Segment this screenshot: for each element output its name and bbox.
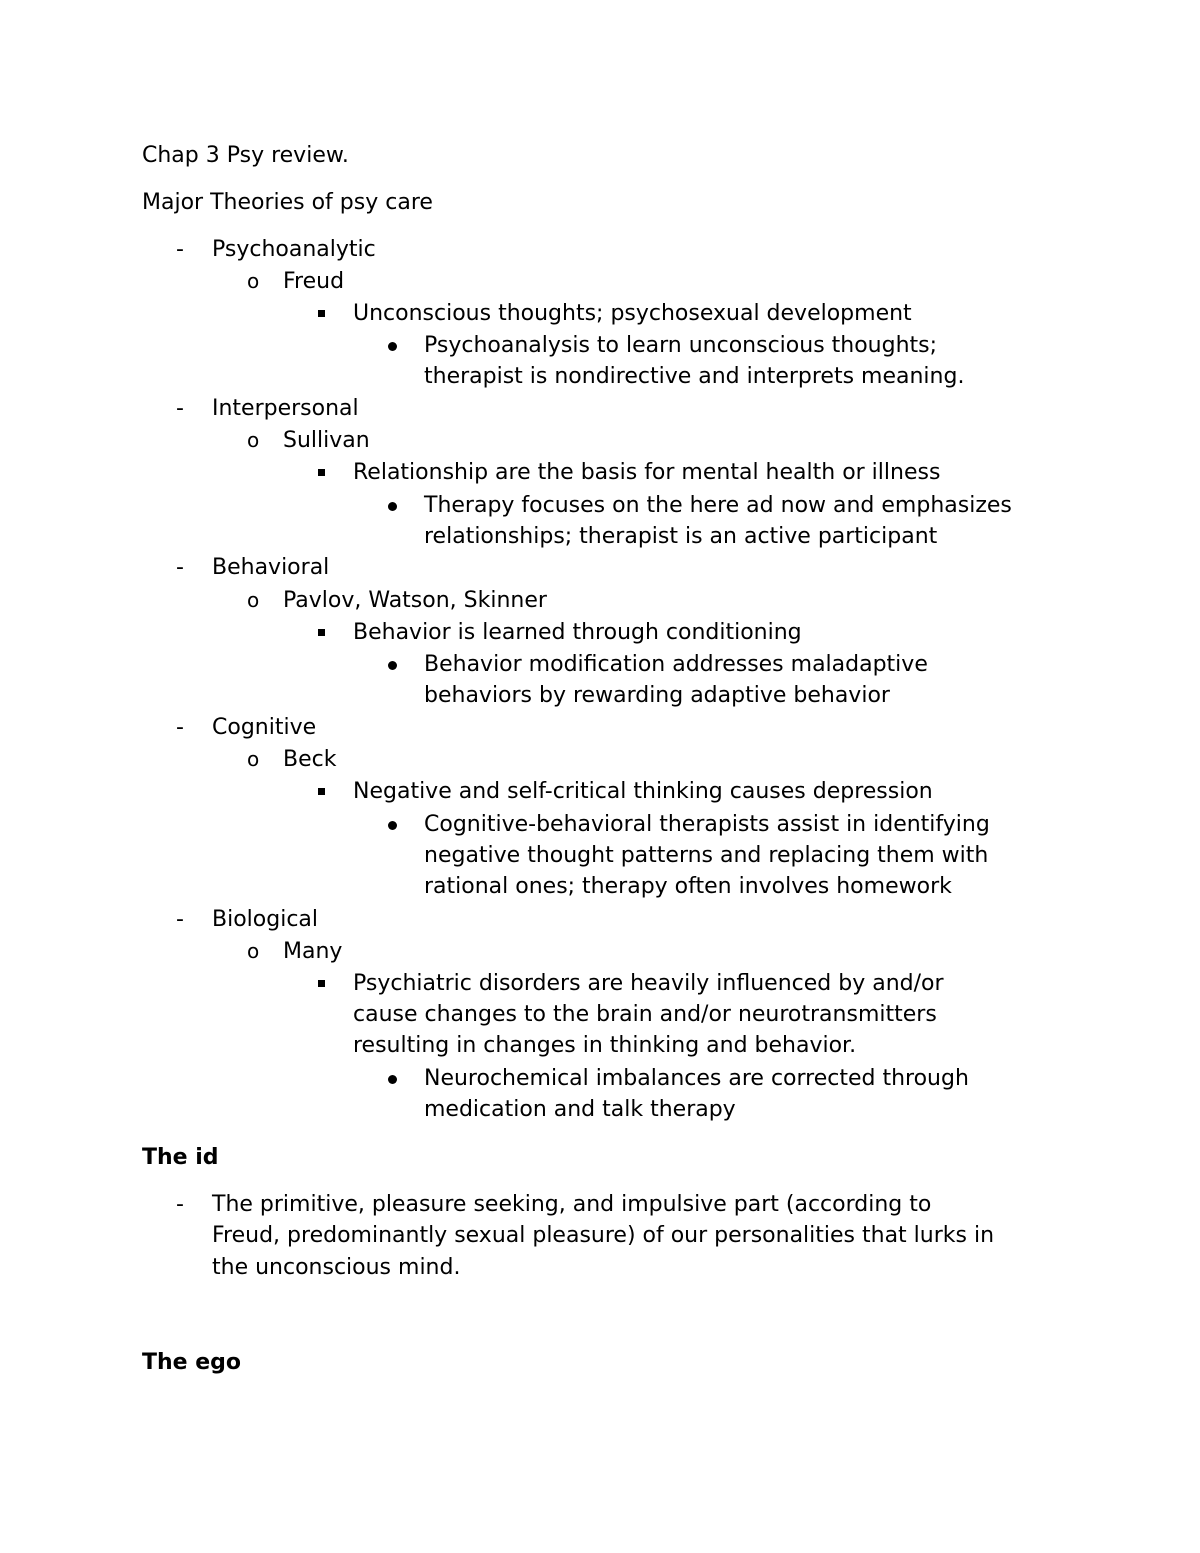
dash-marker: - — [176, 237, 184, 262]
theorist-name: Sullivan — [283, 428, 370, 453]
therapy-line: relationships; therapist is an active participant — [424, 524, 938, 549]
square-bullet-icon — [318, 629, 325, 636]
dash-marker: - — [176, 715, 184, 740]
id-text-line: The primitive, pleasure seeking, and impulsive part (according to — [212, 1192, 932, 1217]
id-heading: The id — [142, 1145, 219, 1170]
therapy-line: rational ones; therapy often involves homework — [424, 874, 952, 899]
dash-marker: - — [176, 396, 184, 421]
square-bullet-icon — [318, 788, 325, 795]
theory-name: Behavioral — [212, 555, 330, 580]
document-title: Chap 3 Psy review. — [142, 143, 349, 168]
theorist-name: Many — [283, 939, 343, 964]
id-text-line: Freud, predominantly sexual pleasure) of our personalities that lurks in — [212, 1223, 995, 1248]
therapy-line: behaviors by rewarding adaptive behavior — [424, 683, 890, 708]
theory-premise: Negative and self-critical thinking causes depression — [353, 779, 933, 804]
section-subtitle: Major Theories of psy care — [142, 190, 433, 215]
dash-marker: - — [176, 1192, 184, 1217]
ego-heading: The ego — [142, 1350, 242, 1375]
circle-marker: o — [247, 428, 260, 452]
therapy-line: negative thought patterns and replacing them with — [424, 843, 989, 868]
circle-marker: o — [247, 747, 260, 771]
theory-premise: Relationship are the basis for mental health or illness — [353, 460, 941, 485]
theory-name: Interpersonal — [212, 396, 359, 421]
circle-marker: o — [247, 588, 260, 612]
therapy-line: Psychoanalysis to learn unconscious thoughts; — [424, 333, 938, 358]
theorist-name: Beck — [283, 747, 337, 772]
theory-premise: Unconscious thoughts; psychosexual development — [353, 301, 912, 326]
dash-marker: - — [176, 907, 184, 932]
theorist-name: Freud — [283, 269, 345, 294]
square-bullet-icon — [318, 469, 325, 476]
square-bullet-icon — [318, 980, 325, 987]
theory-premise: Psychiatric disorders are heavily influenced by and/or — [353, 971, 944, 996]
id-text-line: the unconscious mind. — [212, 1255, 461, 1280]
therapy-line: therapist is nondirective and interprets meaning. — [424, 364, 965, 389]
round-bullet-icon — [388, 342, 397, 351]
theory-premise: Behavior is learned through conditioning — [353, 620, 802, 645]
square-bullet-icon — [318, 310, 325, 317]
round-bullet-icon — [388, 502, 397, 511]
theory-premise: cause changes to the brain and/or neurotransmitters — [353, 1002, 937, 1027]
theory-name: Cognitive — [212, 715, 317, 740]
theory-name: Psychoanalytic — [212, 237, 376, 262]
theory-name: Biological — [212, 907, 319, 932]
theorist-name: Pavlov, Watson, Skinner — [283, 588, 547, 613]
circle-marker: o — [247, 269, 260, 293]
therapy-line: medication and talk therapy — [424, 1097, 736, 1122]
round-bullet-icon — [388, 661, 397, 670]
round-bullet-icon — [388, 821, 397, 830]
round-bullet-icon — [388, 1075, 397, 1084]
therapy-line: Cognitive-behavioral therapists assist in identifying — [424, 812, 990, 837]
circle-marker: o — [247, 939, 260, 963]
dash-marker: - — [176, 555, 184, 580]
therapy-line: Neurochemical imbalances are corrected through — [424, 1066, 969, 1091]
therapy-line: Therapy focuses on the here ad now and emphasizes — [424, 493, 1012, 518]
theory-premise: resulting in changes in thinking and behavior. — [353, 1033, 857, 1058]
therapy-line: Behavior modification addresses maladaptive — [424, 652, 928, 677]
